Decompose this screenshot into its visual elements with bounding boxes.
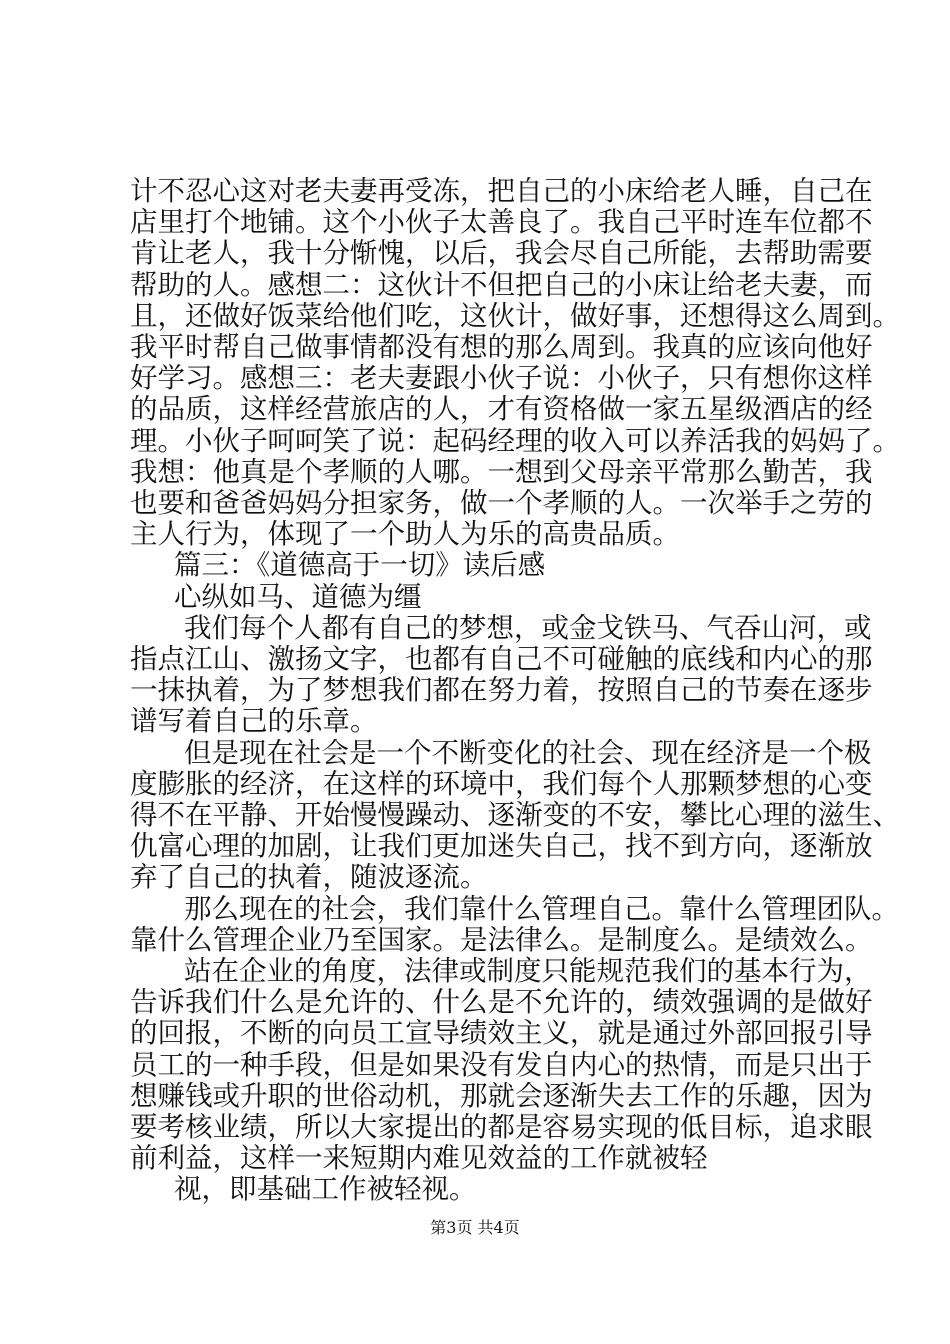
text-line: 仇富心理的加剧，让我们更加迷失自己，找不到方向，逐渐放 [130, 830, 873, 863]
text-line: 那么现在的社会，我们靠什么管理自己。靠什么管理团队。 [184, 892, 899, 925]
text-line: 一抹执着，为了梦想我们都在努力着，按照自己的节奏在逐步 [130, 674, 873, 707]
text-line: 理。小伙子呵呵笑了说：起码经理的收入可以养活我的妈妈了。 [130, 424, 900, 457]
text-line: 也要和爸爸妈妈分担家务，做一个孝顺的人。一次举手之劳的 [130, 487, 873, 519]
text-line: 好学习。感想三：老夫妻跟小伙子说：小伙子，只有想你这样 [130, 362, 873, 395]
text-line: 得不在平静、开始慢慢躁动、逐渐变的不安，攀比心理的滋生、 [130, 799, 900, 831]
text-line: 员工的一种手段，但是如果没有发自内心的热情，而是只出于 [130, 1048, 873, 1081]
text-line: 站在企业的角度，法律或制度只能规范我们的基本行为， [184, 955, 872, 987]
text-line: 帮助的人。感想二：这伙计不但把自己的小床让给老夫妻，而 [130, 268, 873, 301]
text-line: 我平时帮自己做事情都没有想的那么周到。我真的应该向他好 [130, 331, 873, 363]
text-line: 前利益，这样一来短期内难见效益的工作就被轻 [130, 1142, 708, 1175]
page-number-footer: 第3页 共4页 [430, 1218, 520, 1237]
text-line: 度膨胀的经济，在这样的环境中，我们每个人那颗梦想的心变 [130, 767, 873, 800]
text-line: 指点江山、激扬文字，也都有自己不可碰触的底线和内心的那 [130, 643, 873, 675]
section-heading: 篇三：《道德高于一切》读后感 [174, 549, 546, 582]
text-line: 要考核业绩，所以大家提出的都是容易实现的低目标，追求眼 [130, 1111, 873, 1143]
text-line: 告诉我们什么是允许的、什么是不允许的，绩效强调的是做好 [130, 986, 873, 1019]
text-line: 我们每个人都有自己的梦想，或金戈铁马、气吞山河，或 [184, 611, 872, 644]
text-line: 且，还做好饭菜给他们吃，这伙计，做好事，还想得这么周到。 [130, 299, 900, 332]
text-line: 谱写着自己的乐章。 [130, 705, 378, 738]
text-line: 肯让老人，我十分惭愧，以后，我会尽自己所能，去帮助需要 [130, 237, 873, 270]
subtitle: 心纵如马、道德为缰 [174, 580, 422, 613]
text-line: 我想：他真是个孝顺的人哪。一想到父母亲平常那么勤苦，我 [130, 455, 873, 488]
text-line: 的回报，不断的向员工宣导绩效主义，就是通过外部回报引导 [130, 1017, 873, 1050]
text-line: 但是现在社会是一个不断变化的社会、现在经济是一个极 [184, 736, 872, 769]
text-line: 视，即基础工作被轻视。 [174, 1173, 477, 1206]
text-line: 想赚钱或升职的世俗动机，那就会逐渐失去工作的乐趣，因为 [130, 1079, 873, 1112]
text-line: 的品质，这样经营旅店的人，才有资格做一家五星级酒店的经 [130, 393, 873, 426]
text-line: 靠什么管理企业乃至国家。是法律么。是制度么。是绩效么。 [130, 923, 873, 956]
text-line: 弃了自己的执着，随波逐流。 [130, 861, 488, 894]
text-line: 主人行为，体现了一个助人为乐的高贵品质。 [130, 518, 680, 551]
text-line: 计不忍心这对老夫妻再受冻，把自己的小床给老人睡，自己在 [130, 175, 873, 207]
text-line: 店里打个地铺。这个小伙子太善良了。我自己平时连车位都不 [130, 206, 873, 239]
